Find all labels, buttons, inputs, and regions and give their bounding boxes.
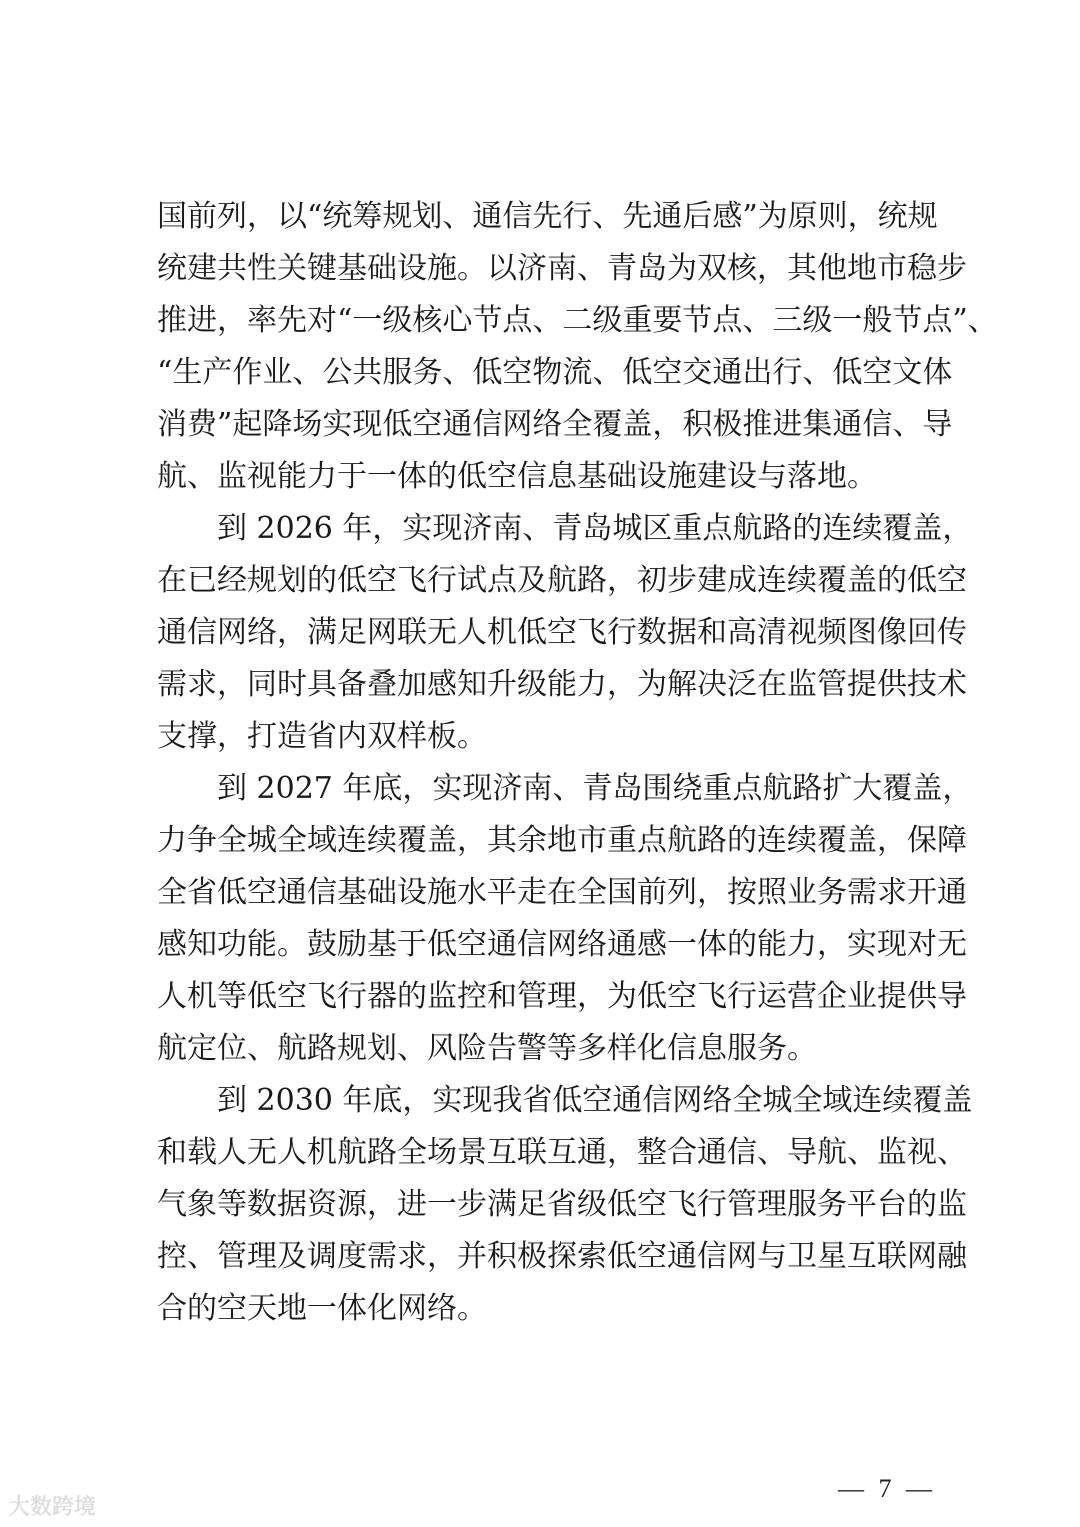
text-line: 航定位、航路规划、风险告警等多样化信息服务。 — [157, 1031, 817, 1066]
text-line: 和载人无人机航路全场景互联互通，整合通信、导航、监视、 — [157, 1135, 967, 1170]
text-line: 消费”起降场实现低空通信网络全覆盖，积极推进集通信、导 — [157, 407, 953, 442]
text-line: 需求，同时具备叠加感知升级能力，为解决泛在监管提供技术 — [157, 667, 967, 702]
text-line: 航、监视能力于一体的低空信息基础设施建设与落地。 — [157, 459, 877, 494]
text-line: “生产作业、公共服务、低空物流、低空交通出行、低空文体 — [157, 355, 953, 390]
text-line: 通信网络，满足网联无人机低空飞行数据和高清视频图像回传 — [157, 615, 967, 650]
text-line: 到 2026 年，实现济南、青岛城区重点航路的连续覆盖， — [157, 511, 973, 546]
text-line: 力争全城全域连续覆盖，其余地市重点航路的连续覆盖，保障 — [157, 823, 967, 858]
text-line: 在已经规划的低空飞行试点及航路，初步建成连续覆盖的低空 — [157, 563, 967, 598]
text-line: 感知功能。鼓励基于低空通信网络通感一体的能力，实现对无 — [157, 927, 967, 962]
page-number: — 7 — — [838, 1474, 936, 1503]
watermark: 大数跨境 — [8, 1495, 97, 1520]
text-line: 推进，率先对“一级核心节点、二级重要节点、三级一般节点”、 — [157, 303, 998, 338]
text-line: 合的空天地一体化网络。 — [157, 1291, 487, 1326]
text-line: 到 2030 年底，实现我省低空通信网络全城全域连续覆盖 — [157, 1083, 973, 1118]
text-line: 全省低空通信基础设施水平走在全国前列，按照业务需求开通 — [157, 875, 967, 910]
text-line: 气象等数据资源，进一步满足省级低空飞行管理服务平台的监 — [157, 1187, 967, 1222]
text-line: 统建共性关键基础设施。以济南、青岛为双核，其他地市稳步 — [157, 251, 967, 286]
text-line: 支撑，打造省内双样板。 — [157, 719, 487, 754]
text-line: 控、管理及调度需求，并积极探索低空通信网与卫星互联网融 — [157, 1239, 967, 1274]
text-line: 到 2027 年底，实现济南、青岛围绕重点航路扩大覆盖， — [157, 771, 973, 806]
text-line: 国前列，以“统筹规划、通信先行、先通后感”为原则，统规 — [157, 199, 938, 234]
text-line: 人机等低空飞行器的监控和管理，为低空飞行运营企业提供导 — [157, 979, 967, 1014]
